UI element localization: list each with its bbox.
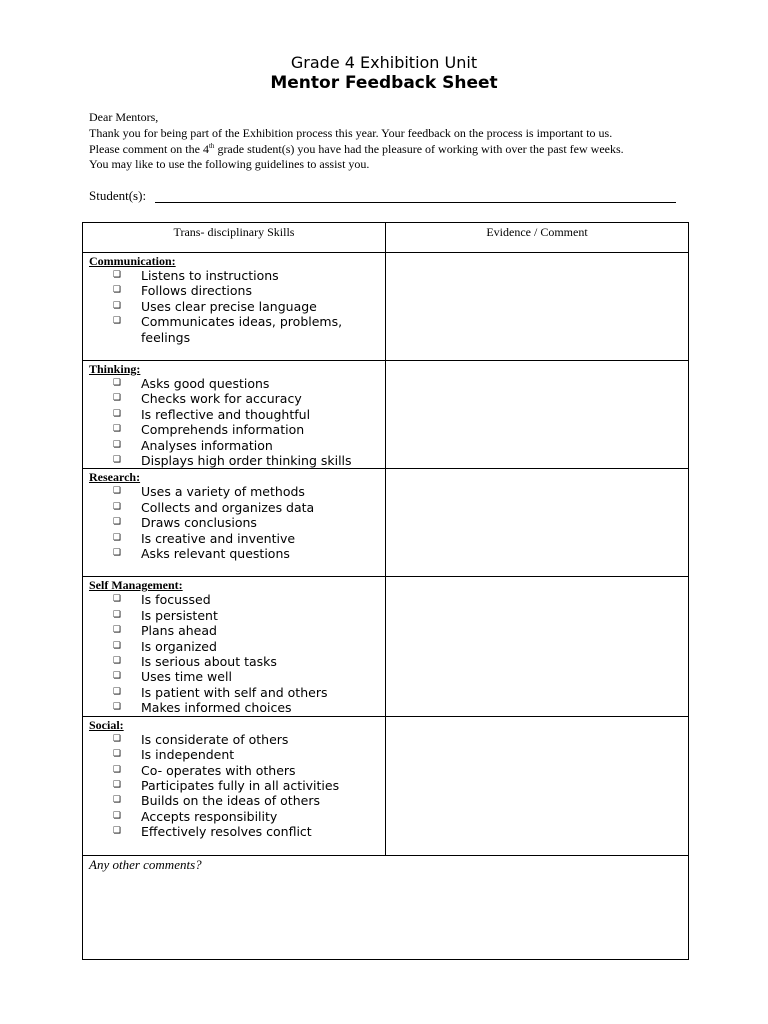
skills-column-header: Trans- disciplinary Skills bbox=[83, 223, 386, 253]
student-name-line[interactable] bbox=[155, 202, 676, 203]
table-row bbox=[83, 577, 689, 716]
list-item: ❏ Communicates ideas, problems, feelings bbox=[113, 314, 385, 345]
skill-list bbox=[89, 732, 385, 840]
category-title: Social: bbox=[89, 717, 124, 732]
list-item: ❏ Is reflective and thoughtful bbox=[113, 407, 385, 422]
other-comments-row bbox=[83, 855, 689, 959]
list-item: ❏ Is focussed bbox=[113, 592, 385, 607]
list-item: ❏ Displays high order thinking skills bbox=[113, 453, 385, 468]
table-row bbox=[83, 716, 689, 855]
intro-letter bbox=[89, 110, 689, 173]
category-title: Communication: bbox=[89, 254, 176, 268]
table-header-row bbox=[83, 223, 689, 253]
skill-list bbox=[89, 376, 385, 468]
list-item: ❏ Is serious about tasks bbox=[113, 654, 385, 669]
list-item: ❏ Is independent bbox=[113, 747, 385, 762]
evidence-cell-social[interactable] bbox=[386, 716, 689, 855]
table-row bbox=[83, 469, 689, 577]
skill-cell-thinking bbox=[83, 361, 386, 469]
skill-cell-communication bbox=[83, 253, 386, 361]
intro-line-3: You may like to use the following guidelines to assist you. bbox=[89, 157, 370, 172]
list-item: ❏ Effectively resolves conflict bbox=[113, 824, 385, 839]
list-item: ❏ Is considerate of others bbox=[113, 732, 385, 747]
list-item: ❏ Is persistent bbox=[113, 608, 385, 623]
list-item: ❏ Follows directions bbox=[113, 283, 385, 298]
document-title: Grade 4 Exhibition Unit bbox=[290, 53, 478, 72]
greeting: Dear Mentors, bbox=[89, 110, 159, 124]
skill-cell-self-management bbox=[83, 577, 386, 716]
skill-list bbox=[89, 592, 385, 715]
evidence-cell-research[interactable] bbox=[386, 469, 689, 577]
intro-line-2-start: Please comment on the 4 bbox=[89, 141, 209, 156]
document-subtitle: Mentor Feedback Sheet bbox=[270, 73, 498, 93]
category-title: Thinking: bbox=[89, 362, 141, 376]
list-item: ❏ Makes informed choices bbox=[113, 700, 385, 715]
list-item: ❏ Is patient with self and others bbox=[113, 685, 385, 700]
list-item: ❏ Co- operates with others bbox=[113, 763, 385, 778]
list-item: ❏ Participates fully in all activities bbox=[113, 778, 385, 793]
other-comments-cell[interactable]: Any other comments? bbox=[83, 855, 689, 959]
list-item: ❏ Is organized bbox=[113, 639, 385, 654]
list-item: ❏ Plans ahead bbox=[113, 623, 385, 638]
list-item: ❏ Draws conclusions bbox=[113, 515, 385, 530]
list-item: ❏ Asks good questions bbox=[113, 376, 385, 391]
list-item: ❏ Builds on the ideas of others bbox=[113, 793, 385, 808]
category-title: Research: bbox=[89, 470, 141, 485]
list-item: ❏ Checks work for accuracy bbox=[113, 391, 385, 406]
feedback-table bbox=[82, 222, 689, 960]
table-row bbox=[83, 253, 689, 361]
list-item: ❏ Uses clear precise language bbox=[113, 299, 385, 314]
intro-line-1: Thank you for being part of the Exhibition process this year. Your feedback on the process is important to us. bbox=[89, 125, 613, 140]
evidence-cell-self-management[interactable] bbox=[386, 577, 689, 716]
list-item: ❏ Accepts responsibility bbox=[113, 809, 385, 824]
evidence-column-header: Evidence / Comment bbox=[386, 223, 689, 253]
category-title: Self Management: bbox=[89, 578, 183, 593]
intro-line-2-end: grade student(s) you have had the pleasure of working with over the past few weeks. bbox=[214, 141, 624, 156]
evidence-cell-communication[interactable] bbox=[386, 253, 689, 361]
list-item: ❏ Uses a variety of methods bbox=[113, 484, 385, 499]
skill-cell-social bbox=[83, 716, 386, 855]
student-label: Student(s): bbox=[89, 188, 147, 203]
skill-list bbox=[89, 268, 385, 345]
list-item: ❏ Asks relevant questions bbox=[113, 546, 385, 561]
table-row bbox=[83, 361, 689, 469]
list-item: ❏ Comprehends information bbox=[113, 422, 385, 437]
list-item: ❏ Listens to instructions bbox=[113, 268, 385, 283]
skill-cell-research bbox=[83, 469, 386, 577]
intro-line-2 bbox=[89, 142, 689, 158]
list-item: ❏ Analyses information bbox=[113, 438, 385, 453]
skill-list bbox=[89, 484, 385, 561]
list-item: ❏ Is creative and inventive bbox=[113, 531, 385, 546]
list-item: ❏ Collects and organizes data bbox=[113, 500, 385, 515]
ordinal-suffix: th bbox=[208, 141, 215, 150]
list-item: ❏ Uses time well bbox=[113, 669, 385, 684]
evidence-cell-thinking[interactable] bbox=[386, 361, 689, 469]
